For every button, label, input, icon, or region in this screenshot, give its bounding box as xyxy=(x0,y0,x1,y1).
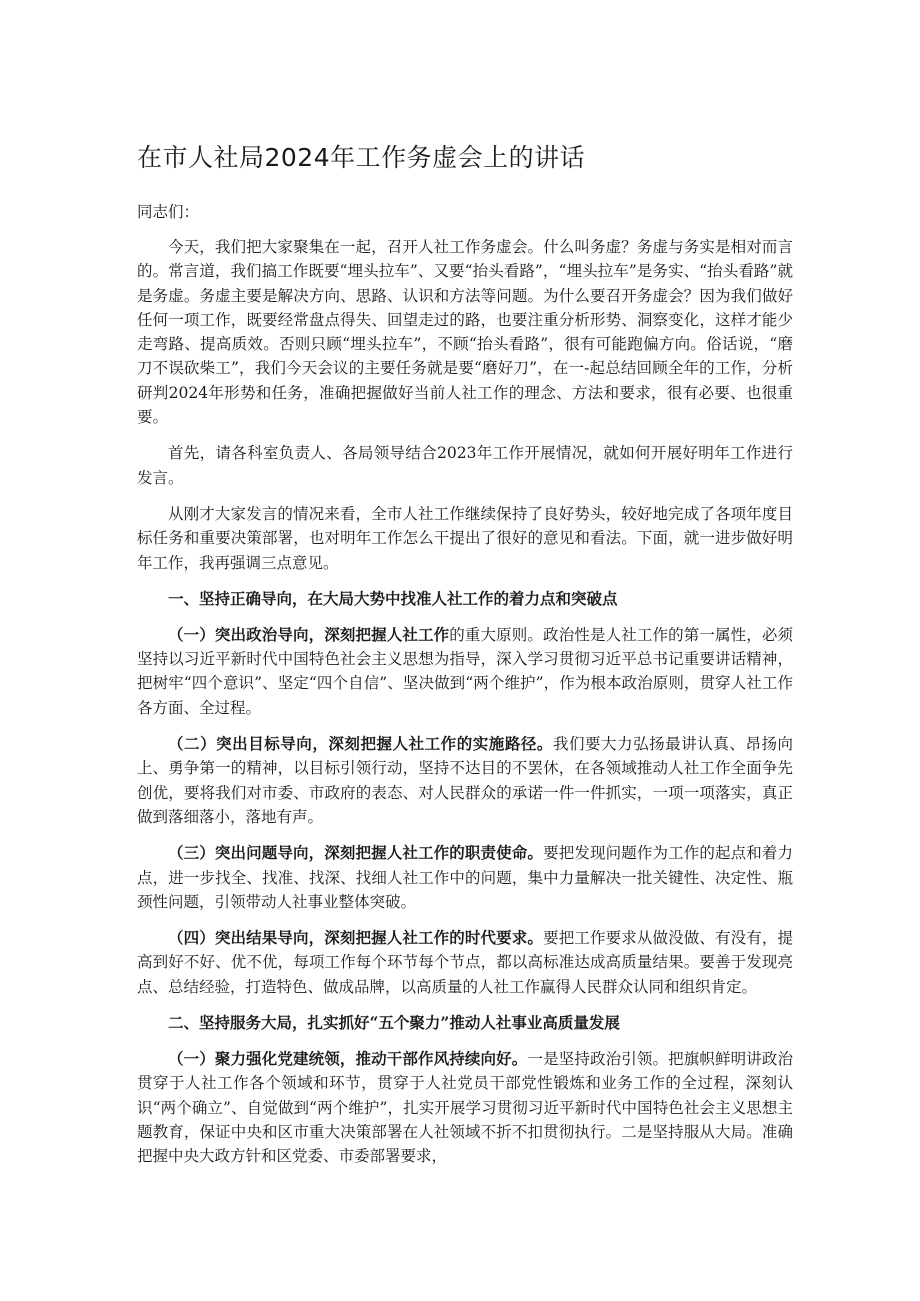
subsection-1-2-lead: （二）突出目标导向，深刻把握人社工作的实施路径。 xyxy=(168,734,553,754)
subsection-2-1-body: 一是坚持政治引领。把旗帜鲜明讲政治贯穿于人社工作各个领域和环节，贯穿于人社党员干部党性锻炼和业务工作的全过程，深刻认识“两个确立”、自觉做到“两个维护”，扎实开展学习贯彻习近平新时代中国特色社会主义思想主题教育，保证中央和区市重大决策部署在人社领域不折不扣贯彻执行。二是坚持服从大局。准确把握中央大政方针和区党委、市委部署要求， xyxy=(137,1050,793,1166)
subsection-1-4 xyxy=(137,926,793,999)
subsection-1-1 xyxy=(137,623,793,720)
subsection-1-1-body: 的重大原则。政治性是人社工作的第一属性，必须坚持以习近平新时代中国特色社会主义思想为指导，深入学习贯彻习近平总书记重要讲话精神，把树牢“四个意识”、坚定“四个自信”、坚决做到“两个维护”，作为根本政治原则，贯穿人社工作各方面、全过程。 xyxy=(137,625,793,717)
section-heading-1: 一、坚持正确导向，在大局大势中找准人社工作的着力点和突破点 xyxy=(168,588,618,608)
subsection-1-4-body: 要把工作要求从做没做、有没有，提高到好不好、优不优，每项工作每个环节每个节点，都以高标准达成高质量结果。要善于发现亮点、总结经验，打造特色、做成品牌，以高质量的人社工作赢得人民群众认同和组织肯定。 xyxy=(137,929,793,996)
greeting: 同志们： xyxy=(137,203,200,221)
subsection-1-3-body: 要把发现问题作为工作的起点和着力点，进一步找全、找准、找深、找细人社工作中的问题，集中力量解决一批关键性、决定性、瓶颈性问题，引领带动人社事业整体突破。 xyxy=(137,844,793,911)
paragraph-review: 从刚才大家发言的情况来看，全市人社工作继续保持了良好势头，较好地完成了各项年度目标任务和重要决策部署，也对明年工作怎么干提出了很好的意见和看法。下面，就一进步做好明年工作，我再强调三点意见。 xyxy=(137,504,793,572)
document-title: 在市人社局2024年工作务虚会上的讲话 xyxy=(137,143,586,172)
paragraph-intro: 今天，我们把大家聚集在一起，召开人社工作务虚会。什么叫务虚？务虚与务实是相对而言的。常言道，我们搞工作既要“埋头拉车”、又要“抬头看路”，“埋头拉车”是务实、“抬头看路”就是务虚。务虚主要是解决方向、思路、认识和方法等问题。为什么要召开务虚会？因为我们做好任何一项工作，既要经常盘点得失、回望走过的路，也要注重分析形势、洞察变化，这样才能少走弯路、提高质效。否则只顾“埋头拉车”，不顾“抬头看路”，很有可能跑偏方向。俗话说，“磨刀不误砍柴工”，我们今天会议的主要任务就是要“磨好刀”，在一-起总结回顾全年的工作，分析研判2024年形势和任务，准确把握做好当前人社工作的理念、方法和要求，很有必要、也很重要。 xyxy=(137,238,793,427)
document-page xyxy=(137,140,793,1181)
subsection-1-3-lead: （三）突出问题导向，深刻把握人社工作的职责使命。 xyxy=(168,843,544,863)
paragraph-first: 首先，请各科室负责人、各局领导结合2023年工作开展情况，就如何开展好明年工作进行发言。 xyxy=(137,444,793,487)
subsection-2-1-lead: （一）聚力强化党建统领，推动干部作风持续向好。 xyxy=(168,1049,528,1069)
subsection-1-1-lead: （一）突出政治导向，深刻把握人社工作 xyxy=(168,624,450,644)
subsection-1-3 xyxy=(137,841,793,914)
subsection-1-2-body: 我们要大力弘扬最讲认真、昂扬向上、勇争第一的精神，以目标引领行动，坚持不达目的不罢休，在各领域推动人社工作全面争先创优，要将我们对市委、市政府的表态、对人民群众的承诺一件一件抓实，一项一项落实，真正做到落细落小，落地有声。 xyxy=(137,735,793,826)
subsection-2-1 xyxy=(137,1047,793,1168)
section-heading-2: 二、坚持服务大局，扎实抓好“五个聚力”推动人社事业高质量发展 xyxy=(168,1013,620,1033)
subsection-1-2 xyxy=(137,732,793,829)
subsection-1-4-lead: （四）突出结果导向，深刻把握人社工作的时代要求。 xyxy=(168,928,544,948)
